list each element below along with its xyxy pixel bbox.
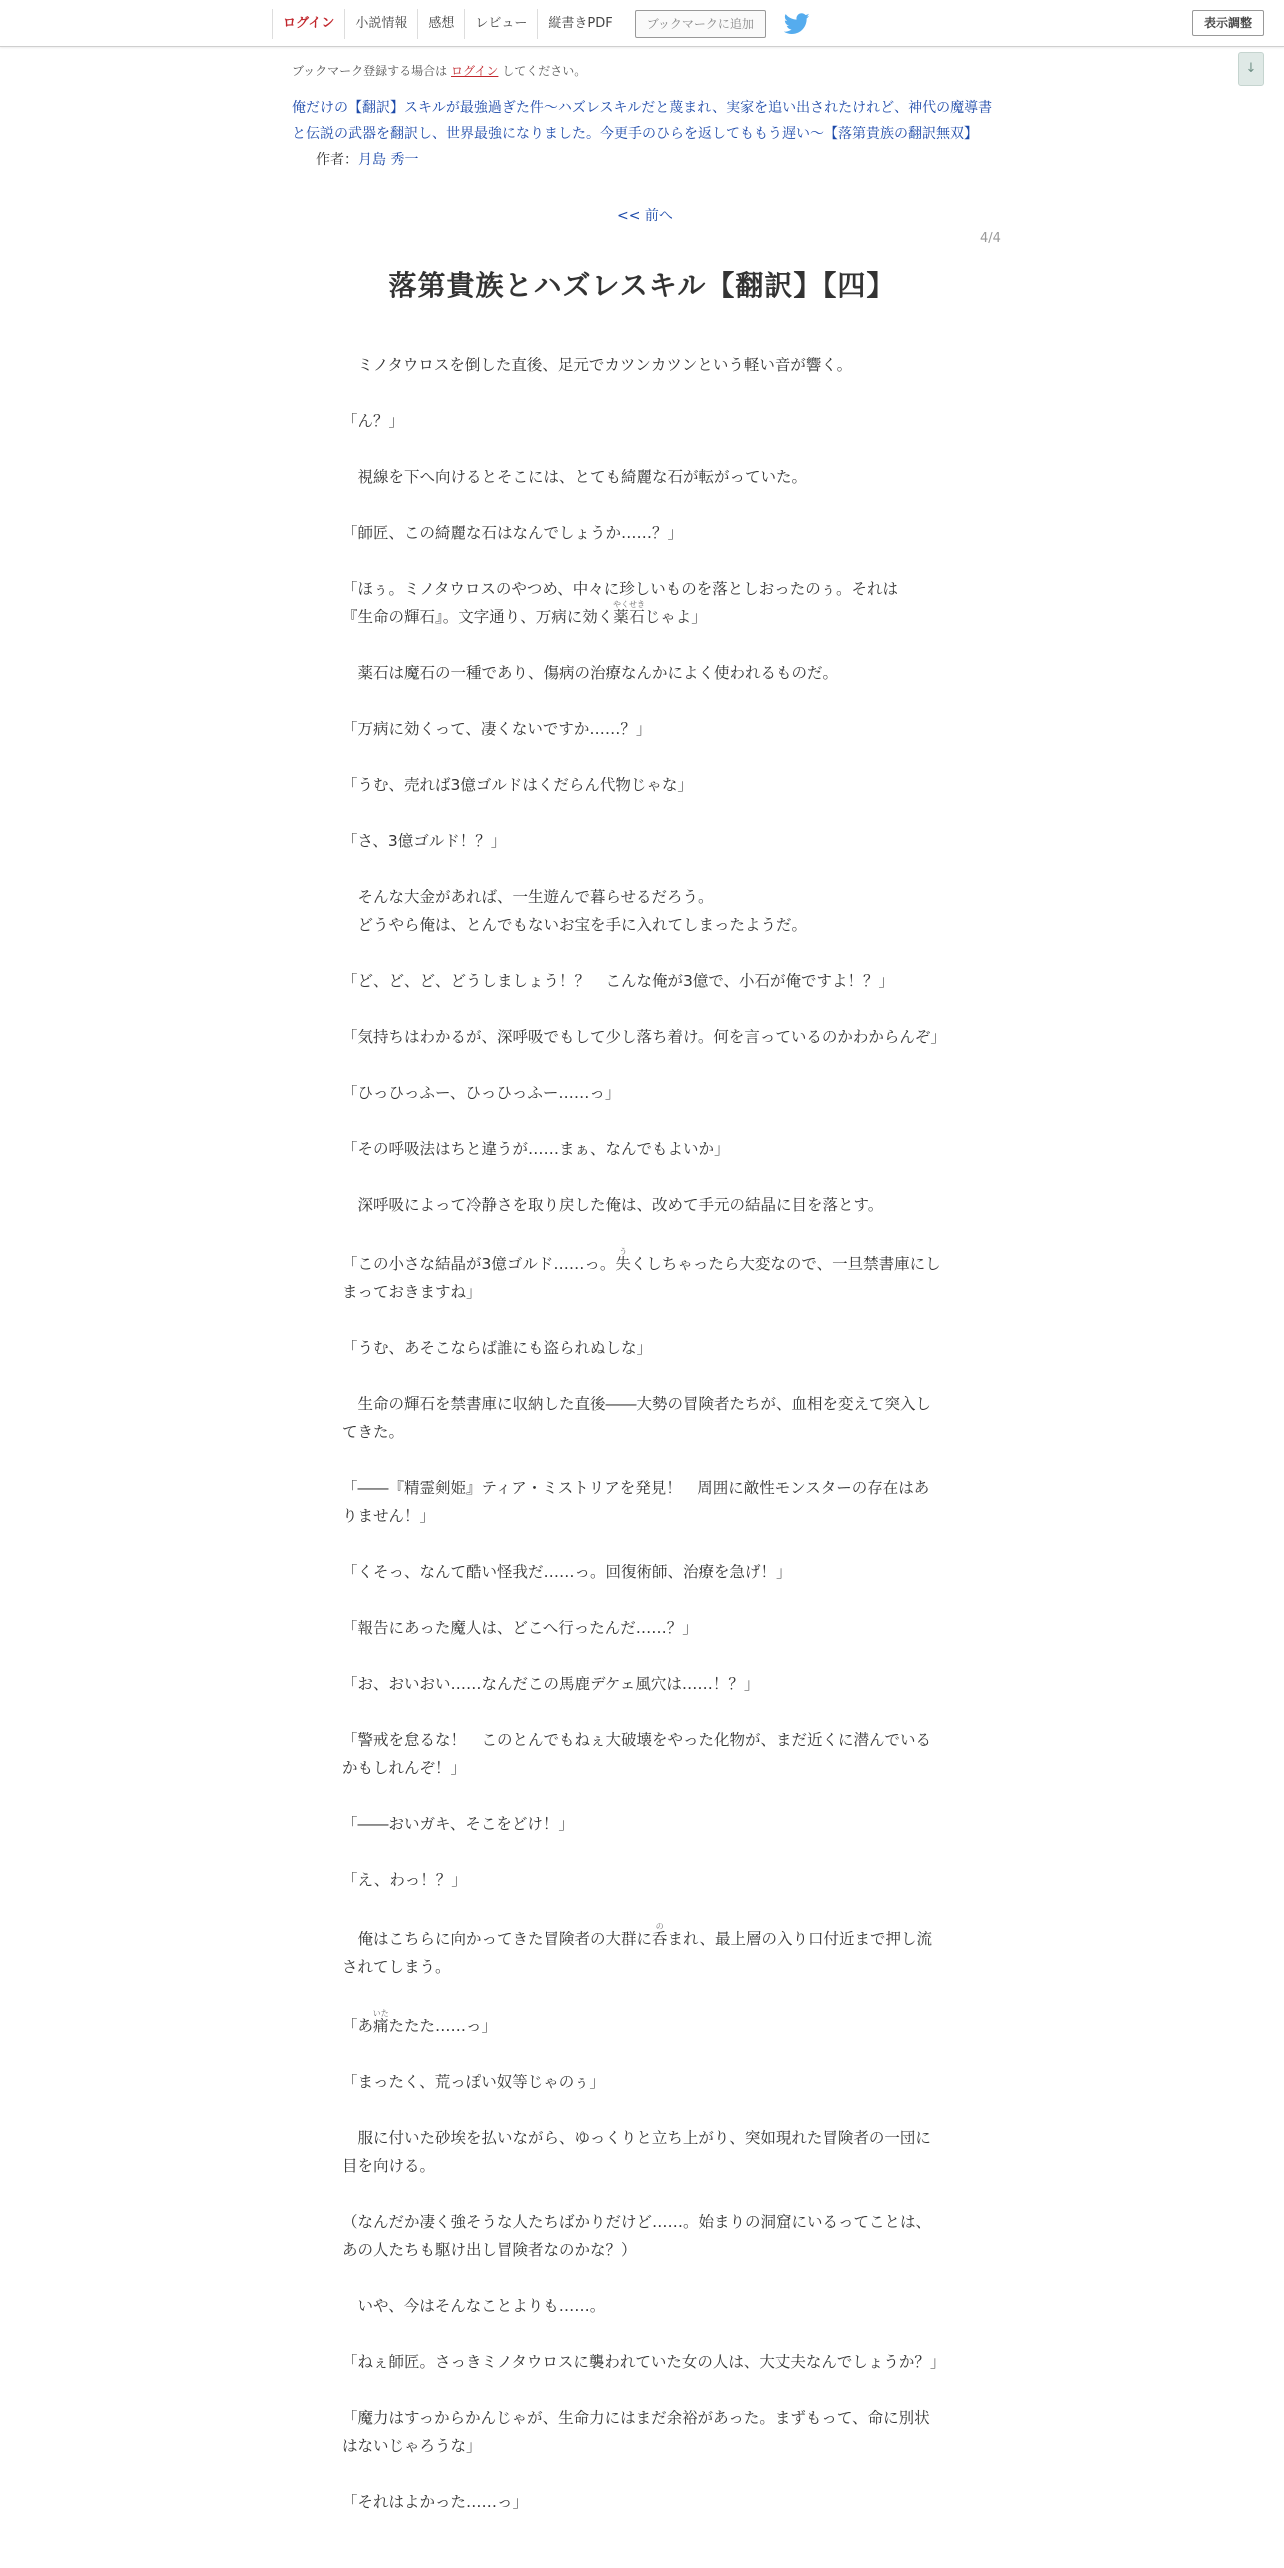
paragraph-blank bbox=[342, 2264, 942, 2292]
paragraph-blank bbox=[342, 2376, 942, 2404]
paragraph: 「――おいガキ、そこをどけ！」 bbox=[342, 1815, 574, 1833]
paragraph: 「まったく、荒っぽい奴等じゃのぅ」 bbox=[342, 2073, 605, 2091]
nav-login[interactable]: ログイン bbox=[272, 9, 344, 39]
prev-page-link[interactable]: << 前へ bbox=[617, 208, 673, 224]
paragraph: 「魔力はすっからかんじゃが、生命力にはまだ余裕があった。まずもって、命に別状はないじゃろうな」 bbox=[342, 2409, 930, 2455]
bookmark-login-note bbox=[292, 62, 586, 79]
ruby-base: 呑 bbox=[652, 1930, 668, 1948]
paragraph-blank bbox=[342, 2180, 942, 2208]
paragraph-blank bbox=[342, 995, 942, 1023]
paragraph-line: そんな大金があれば、一生遊んで暮らせるだろう。 bbox=[342, 888, 714, 906]
bm-note-before: ブックマーク登録する場合は bbox=[292, 64, 448, 78]
paragraph-line: 「ほぅ。ミノタウロスのやつめ、中々に珍しいものを落としおったのぅ。それは bbox=[342, 580, 898, 598]
paragraph-blank bbox=[342, 1642, 942, 1670]
paragraph-blank bbox=[342, 2096, 942, 2124]
chapter-body bbox=[342, 351, 946, 2516]
paragraph: 「さ、3億ゴルド！？」 bbox=[342, 832, 507, 850]
paragraph-blank bbox=[342, 743, 942, 771]
paragraph: いや、今はそんなことよりも……。 bbox=[342, 2297, 606, 2315]
ruby-usu bbox=[615, 1247, 631, 1273]
paragraph-blank bbox=[342, 379, 942, 407]
scroll-down-button[interactable]: ↓ bbox=[1238, 52, 1264, 86]
bm-note-after: してください。 bbox=[502, 64, 587, 78]
ruby-base: 薬石 bbox=[613, 608, 646, 626]
page-count: 4/4 bbox=[980, 231, 1001, 246]
paragraph: 「万病に効くって、凄くないですか……？」 bbox=[342, 720, 652, 738]
paragraph-segment: まれ、最上層の入り口付近まで押し流されてしまう。 bbox=[342, 1930, 932, 1976]
paragraph-blank bbox=[342, 1219, 942, 1247]
ruby-reading: いた bbox=[372, 2009, 389, 2018]
paragraph-blank bbox=[342, 1782, 942, 1810]
ruby-ita bbox=[372, 2009, 389, 2035]
paragraph-blank bbox=[342, 1163, 942, 1191]
nav-review[interactable]: レビュー bbox=[464, 9, 537, 39]
paragraph: 「師匠、この綺麗な石はなんでしょうか……？」 bbox=[342, 524, 684, 542]
paragraph-segment: じゃよ」 bbox=[644, 608, 707, 626]
paragraph: 「報告にあった魔人は、どこへ行ったんだ……？」 bbox=[342, 1619, 698, 1637]
author-label: 作者： bbox=[316, 152, 358, 168]
paragraph bbox=[342, 2009, 942, 2040]
ruby-reading: やくせき bbox=[613, 600, 646, 609]
paragraph-blank bbox=[342, 491, 942, 519]
paragraph-blank bbox=[342, 2320, 942, 2348]
paragraph: （なんだか凄く強そうな人たちばかりだけど……。始まりの洞窟にいるってことは、あの人たちも駆け出し冒険者なのかな？） bbox=[342, 2213, 932, 2259]
paragraph: 「ど、ど、ど、どうしましょう！？ こんな俺が3億で、小石が俺ですよ！？」 bbox=[342, 972, 895, 990]
paragraph-blank bbox=[342, 687, 942, 715]
paragraph: 「うむ、売れば3億ゴルドはくだらん代物じゃな」 bbox=[342, 776, 693, 794]
header-nav bbox=[272, 9, 810, 39]
chapter-title: 落第貴族とハズレスキル【翻訳】【四】 bbox=[388, 269, 896, 302]
paragraph-blank bbox=[342, 1306, 942, 1334]
paragraph-blank bbox=[342, 1446, 942, 1474]
paragraph bbox=[342, 883, 942, 939]
bm-note-login-link[interactable]: ログイン bbox=[451, 64, 499, 78]
paragraph: 「くそっ、なんて酷い怪我だ……っ。回復術師、治療を急げ！」 bbox=[342, 1563, 792, 1581]
nav-impressions[interactable]: 感想 bbox=[417, 9, 464, 39]
paragraph: 「うむ、あそこならば誰にも盗られぬしな」 bbox=[342, 1339, 653, 1357]
twitter-bird-icon[interactable] bbox=[784, 13, 810, 35]
nav-vertical-pdf[interactable]: 縦書きPDF bbox=[537, 9, 622, 39]
ruby-yakuseki bbox=[613, 600, 646, 626]
ruby-reading: の bbox=[652, 1922, 668, 1931]
paragraph-blank bbox=[342, 435, 942, 463]
paragraph-blank bbox=[342, 547, 942, 575]
paragraph: 「ねぇ師匠。さっきミノタウロスに襲われていた女の人は、大丈夫なんでしょうか？」 bbox=[342, 2353, 946, 2371]
paragraph-blank bbox=[342, 1586, 942, 1614]
paragraph: 「――『精霊剣姫』ティア・ミストリアを発見！ 周囲に敵性モンスターの存在はありません！」 bbox=[342, 1479, 930, 1525]
paragraph: 生命の輝石を禁書庫に収納した直後――大勢の冒険者たちが、血相を変えて突入してきた。 bbox=[342, 1395, 932, 1441]
ruby-base: 失 bbox=[615, 1255, 631, 1273]
top-header bbox=[0, 0, 1284, 47]
ruby-no bbox=[652, 1922, 668, 1948]
paragraph: 薬石は魔石の一種であり、傷病の治療なんかによく使われるものだ。 bbox=[342, 664, 839, 682]
paragraph: 「お、おいおい……なんだこの馬鹿デケェ風穴は……！？」 bbox=[342, 1675, 760, 1693]
paragraph-segment: 「この小さな結晶が3億ゴルド……っ。 bbox=[342, 1255, 616, 1273]
paragraph-blank bbox=[342, 1894, 942, 1922]
paragraph bbox=[342, 1247, 942, 1306]
paragraph: 「ひっひっふー、ひっひっふー……っ」 bbox=[342, 1084, 621, 1102]
paragraph-segment: たたた……っ」 bbox=[388, 2017, 498, 2035]
paragraph-blank bbox=[342, 1107, 942, 1135]
paragraph: 服に付いた砂埃を払いながら、ゆっくりと立ち上がり、突如現れた冒険者の一団に目を向ける。 bbox=[342, 2129, 931, 2175]
paragraph: 「え、わっ！？」 bbox=[342, 1871, 467, 1889]
paragraph-blank bbox=[342, 2040, 942, 2068]
paragraph: 視線を下へ向けるとそこには、とても綺麗な石が転がっていた。 bbox=[342, 468, 808, 486]
paragraph-blank bbox=[342, 2460, 942, 2488]
display-settings-button[interactable]: 表示調整 bbox=[1192, 10, 1264, 36]
nav-novel-info[interactable]: 小説情報 bbox=[344, 9, 417, 39]
paragraph-blank bbox=[342, 855, 942, 883]
paragraph: 「ん？」 bbox=[342, 412, 405, 430]
paragraph-blank bbox=[342, 1051, 942, 1079]
paragraph-blank bbox=[342, 631, 942, 659]
author-link[interactable]: 月島 秀一 bbox=[358, 152, 419, 168]
paragraph-blank bbox=[342, 1838, 942, 1866]
paragraph: 「その呼吸法はちと違うが……まぁ、なんでもよいか」 bbox=[342, 1140, 730, 1158]
paragraph-blank bbox=[342, 1981, 942, 2009]
add-bookmark-button[interactable]: ブックマークに追加 bbox=[635, 10, 766, 38]
ruby-base: 痛 bbox=[372, 2017, 389, 2035]
ruby-reading: う bbox=[615, 1247, 631, 1256]
paragraph-blank bbox=[342, 1530, 942, 1558]
paragraph-blank bbox=[342, 1698, 942, 1726]
paragraph-blank bbox=[342, 939, 942, 967]
paragraph bbox=[342, 575, 942, 631]
paragraph-segment: 「あ bbox=[342, 2017, 374, 2035]
novel-info bbox=[292, 95, 1004, 173]
paragraph-blank bbox=[342, 799, 942, 827]
paragraph: 深呼吸によって冷静さを取り戻した俺は、改めて手元の結晶に目を落とす。 bbox=[342, 1196, 884, 1214]
paragraph-segment: 俺はこちらに向かってきた冒険者の大群に bbox=[342, 1930, 653, 1948]
paragraph-segment: くしちゃったら大変なので、一旦禁書庫にしまっておきますね」 bbox=[342, 1255, 941, 1301]
paragraph: ミノタウロスを倒した直後、足元でカツンカツンという軽い音が響く。 bbox=[342, 356, 853, 374]
paragraph bbox=[342, 1922, 942, 1981]
novel-title-link[interactable]: 俺だけの【翻訳】スキルが最強過ぎた件～ハズレスキルだと蔑まれ、実家を追い出されたけれど、神代の魔導書と伝説の武器を翻訳し、世界最強になりました。今更手のひらを返してももう遅い～【落第貴族の翻訳無双】 bbox=[292, 100, 993, 142]
paragraph: 「それはよかった……っ」 bbox=[342, 2493, 529, 2511]
paragraph-segment: 『生命の輝石』。文字通り、万病に効く bbox=[342, 608, 614, 626]
paragraph: 「警戒を怠るな！ このとんでもねぇ大破壊をやった化物が、まだ近くに潜んでいるかもしれんぞ！」 bbox=[342, 1731, 932, 1777]
paragraph-line: どうやら俺は、とんでもないお宝を手に入れてしまったようだ。 bbox=[342, 916, 808, 934]
paragraph-blank bbox=[342, 1362, 942, 1390]
paragraph: 「気持ちはわかるが、深呼吸でもして少し落ち着け。何を言っているのかわからんぞ」 bbox=[342, 1028, 946, 1046]
